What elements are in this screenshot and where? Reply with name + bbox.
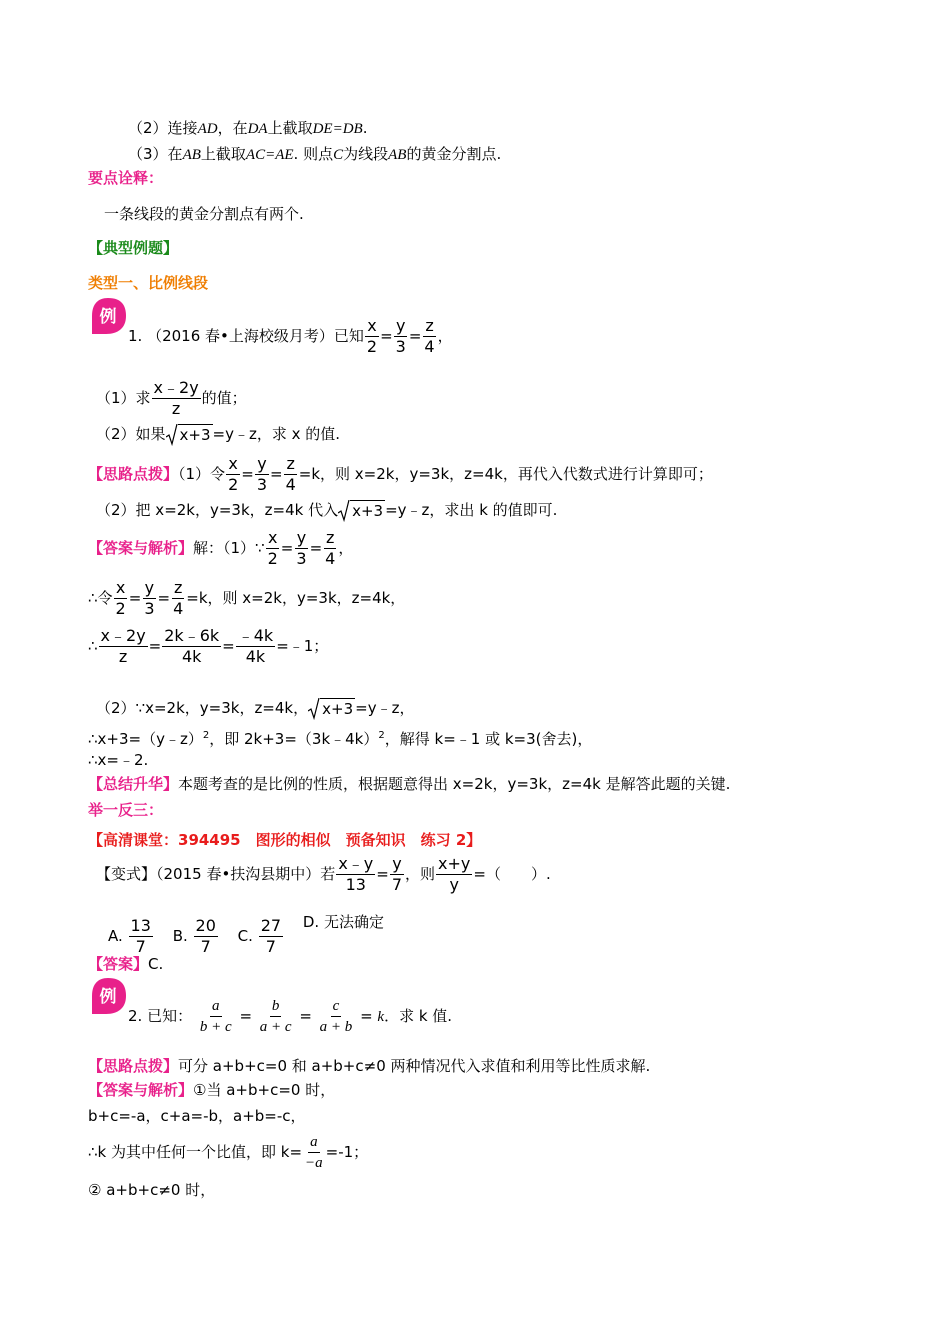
ex1-hint-1: 【思路点拨】（1）令 $\frac{x}{2}$ = $\frac{y}{3}$ = $\frac{z}{4}$ =k，则 x=2k，y=3k，z=4k，再代入代数式进行计算即可；: [88, 454, 713, 494]
ex1-source: （2016 春•上海校级月考）已知: [147, 327, 364, 345]
ex1-summary: [88, 774, 730, 794]
variant-label: 【变式】: [96, 865, 157, 883]
variant-blank: （ ）.: [485, 865, 551, 883]
answer-lead: 解：（1）∵: [193, 539, 265, 557]
ex1-answer-a: 【答案与解析】解：（1）∵ $\frac{x}{2}$ = $\frac{y}{3}$ = $\frac{z}{4}$ ，: [88, 528, 354, 568]
fraction-z-4: $\frac{z}{4}$: [285, 454, 296, 494]
example-number: 2.: [128, 1007, 143, 1025]
variable-k: k: [377, 1009, 385, 1025]
key-points-text: 一条线段的黄金分割点有两个.: [104, 205, 304, 223]
eq-sign: =: [408, 327, 422, 345]
ex1-hint-2: [96, 500, 557, 521]
fraction-z-4: $\frac{z}{4}$: [424, 316, 435, 356]
answer-tail: =k，则 x=2k，y=3k，z=4k，: [186, 589, 406, 607]
ex1-part2-c: ∴x=﹣2.: [88, 751, 149, 769]
step-text: 连接: [167, 119, 198, 137]
ex2-statement: 2. 已知： $\frac{a}{b + c}$ = $\frac{b}{a + c}$ = $\frac{c}{a + b}$ = k．求 k 值.: [128, 998, 453, 1035]
option-d: D. 无法确定: [302, 913, 384, 931]
fraction-z-4: $\frac{z}{4}$: [173, 578, 184, 618]
fraction-y-3: $\frac{y}{3}$: [395, 316, 406, 356]
segment-ad: AD: [197, 121, 218, 137]
hint-lead: （1）令: [178, 465, 226, 483]
fraction-x-2: $\frac{x}{2}$: [267, 528, 278, 568]
hint-label: 【思路点拨】: [88, 465, 179, 483]
superscript: 2: [378, 730, 385, 741]
step-text: 上截取: [200, 145, 246, 163]
ex1-answer-c: ∴ $\frac{x﹣2y}{z}$ = $\frac{2k﹣6k}{4k}$ = $\frac{﹣4k}{4k}$ =﹣1；: [88, 626, 329, 666]
practice-title: 举一反三：: [88, 801, 164, 819]
example-badge-icon: [88, 296, 128, 336]
fraction-xy-13: $\frac{x﹣y}{13}$: [338, 854, 374, 894]
variant-answer: [88, 954, 163, 974]
answer-lead: （2）∵x=2k，y=3k，z=4k，: [96, 699, 309, 717]
answer-value: C.: [148, 955, 164, 973]
fraction-c-ab: $\frac{c}{a + b}$: [319, 998, 353, 1035]
ex2-answer-1: [88, 1080, 335, 1100]
answer-text: ∴x+3=（y﹣z）: [88, 730, 203, 748]
variant-question: 【变式】（2015 春•扶沟县期中）若 $\frac{x﹣y}{13}$ = $\frac{y}{7}$ ，则 $\frac{x+y}{y}$ =（ ）.: [96, 854, 551, 894]
answer-text: ，即 2k+3=（3k﹣4k）: [209, 730, 379, 748]
fraction-y-3: $\frac{y}{3}$: [256, 454, 268, 494]
fraction-y-3: $\frac{y}{3}$: [144, 578, 155, 618]
q-lead: （1）求: [96, 389, 151, 407]
step-text: 的黄金分割点.: [406, 145, 502, 163]
fraction-y-7: $\frac{y}{7}$: [391, 854, 403, 894]
equation-de-db: DE=DB: [312, 121, 363, 137]
q-lead: （2）如果: [96, 425, 166, 443]
point-c: C: [333, 147, 344, 163]
fraction-q1: $\frac{x﹣2y}{z}$: [100, 626, 146, 666]
option-c: C. $\frac{27}{7}$: [237, 916, 282, 956]
fraction-neg4k: $\frac{﹣4k}{4k}$: [237, 626, 274, 666]
key-points-title: 要点诠释：: [88, 169, 164, 187]
step-3: [128, 144, 501, 165]
step-text: 上截取: [267, 119, 313, 137]
hint-tail: =y﹣z，求出 k 的值即可.: [385, 501, 558, 519]
ex2-tail: ．求 k 值.: [384, 1007, 453, 1025]
ex1-statement: [128, 314, 453, 358]
step-number: （2）: [128, 119, 168, 137]
answer-lead: ∴令: [88, 589, 113, 607]
punct: ，: [338, 539, 354, 557]
ex2-answer-3: [88, 1130, 368, 1174]
ex1-part2-b: [88, 726, 592, 749]
example-number: 1.: [128, 327, 143, 345]
fraction-x-2: $\frac{x}{2}$: [366, 316, 378, 356]
fraction-13-7: $\frac{13}{7}$: [130, 916, 151, 956]
ex1-question-1: [96, 376, 247, 420]
ex1-part2-a: [96, 698, 414, 719]
hint-lead: （2）把 x=2k，y=3k，z=4k 代入: [96, 501, 339, 519]
option-b: B. $\frac{20}{7}$: [172, 916, 216, 956]
step-2: [128, 118, 368, 139]
hint-label: 【思路点拨】: [88, 1057, 179, 1075]
section-title: 【典型例题】: [88, 239, 179, 257]
sqrt-x-plus-3: x+3: [166, 424, 213, 445]
step-text: . 则点: [293, 145, 334, 163]
fraction-a-neg-a: $\frac{a}{-a}$: [305, 1134, 323, 1171]
fraction-2k-6k: $\frac{2k﹣6k}{4k}$: [164, 626, 220, 666]
fraction-a-bc: $\frac{a}{b + c}$: [199, 998, 232, 1035]
answer-lead: ∴k 为其中任何一个比值，即 k=: [88, 1143, 303, 1161]
badge-char: 例: [99, 987, 117, 1007]
answer-text: ①当 a+b+c=0 时，: [193, 1081, 336, 1099]
course-reference: 【高清课堂：394495 图形的相似 预备知识 练习 2】: [88, 831, 482, 849]
answer-text: ，解得 k=﹣1 或 k=3(舍去)，: [384, 730, 593, 748]
q-tail: 的值；: [201, 389, 247, 407]
ex2-answer-4: ② a+b+c≠0 时，: [88, 1181, 216, 1199]
sqrt-x-plus-3: x+3: [308, 698, 355, 719]
ex2-answer-2: b+c=-a，c+a=-b，a+b=-c，: [88, 1107, 306, 1125]
punct: ，: [437, 327, 453, 345]
fraction-27-7: $\frac{27}{7}$: [260, 916, 282, 956]
fraction-y-3: $\frac{y}{3}$: [296, 528, 307, 568]
ex2-hint: [88, 1056, 650, 1076]
example-badge-icon: [88, 976, 128, 1016]
sqrt-x-plus-3: x+3: [338, 500, 385, 521]
answer-tail: =﹣1；: [276, 637, 329, 655]
step-text: .: [362, 119, 368, 137]
fraction-x-2: $\frac{x}{2}$: [228, 454, 239, 494]
summary-text: 本题考查的是比例的性质，根据题意得出 x=2k，y=3k，z=4k 是解答此题的关键.: [178, 775, 731, 793]
segment-da: DA: [247, 121, 268, 137]
q-tail: =y﹣z，求 x 的值.: [212, 425, 341, 443]
answer-tail: =y﹣z，: [355, 699, 415, 717]
type-one-heading: 类型一、比例线段: [88, 274, 209, 292]
badge-char: 例: [99, 307, 117, 327]
segment-ab: AB: [388, 147, 407, 163]
fraction-20-7: $\frac{20}{7}$: [195, 916, 216, 956]
answer-label: 【答案与解析】: [88, 539, 194, 557]
hint-tail: =k，则 x=2k，y=3k，z=4k，再代入代数式进行计算即可；: [298, 465, 713, 483]
answer-label: 【答案与解析】: [88, 1081, 194, 1099]
answer-tail: =-1；: [325, 1143, 369, 1161]
step-text: 为线段: [343, 145, 389, 163]
fraction-q1: $\frac{x﹣2y}{z}$: [153, 378, 199, 418]
segment-ab: AB: [182, 147, 201, 163]
variant-source: （2015 春•扶沟县期中）若: [156, 865, 336, 883]
fraction-z-4: $\frac{z}{4}$: [325, 528, 336, 568]
summary-label: 【总结升华】: [88, 775, 179, 793]
fraction-xplusy-y: $\frac{x+y}{y}$: [438, 854, 471, 894]
variant-mid: ，则: [405, 865, 436, 883]
answer-options: [108, 900, 398, 958]
step-text: 在: [167, 145, 183, 163]
eq-sign: =: [380, 327, 393, 345]
fraction-x-2: $\frac{x}{2}$: [115, 578, 126, 618]
step-number: （3）: [128, 145, 168, 163]
fraction-b-ac: $\frac{b}{a + c}$: [259, 998, 292, 1035]
step-text: ，在: [217, 119, 248, 137]
ex1-answer-b: ∴令 $\frac{x}{2}$ = $\frac{y}{3}$ = $\frac{z}{4}$ =k，则 x=2k，y=3k，z=4k，: [88, 578, 406, 618]
ex2-lead: 已知：: [147, 1007, 193, 1025]
equation-ac-ae: AC=AE: [245, 147, 294, 163]
hint-text: 可分 a+b+c=0 和 a+b+c≠0 两种情况代入求值和利用等比性质求解.: [178, 1057, 651, 1075]
ex1-question-2: [96, 424, 340, 445]
answer-lead: ∴: [88, 637, 98, 655]
superscript: 2: [202, 730, 210, 741]
answer-label: 【答案】: [88, 955, 149, 973]
option-a: A. $\frac{13}{7}$: [108, 916, 151, 956]
